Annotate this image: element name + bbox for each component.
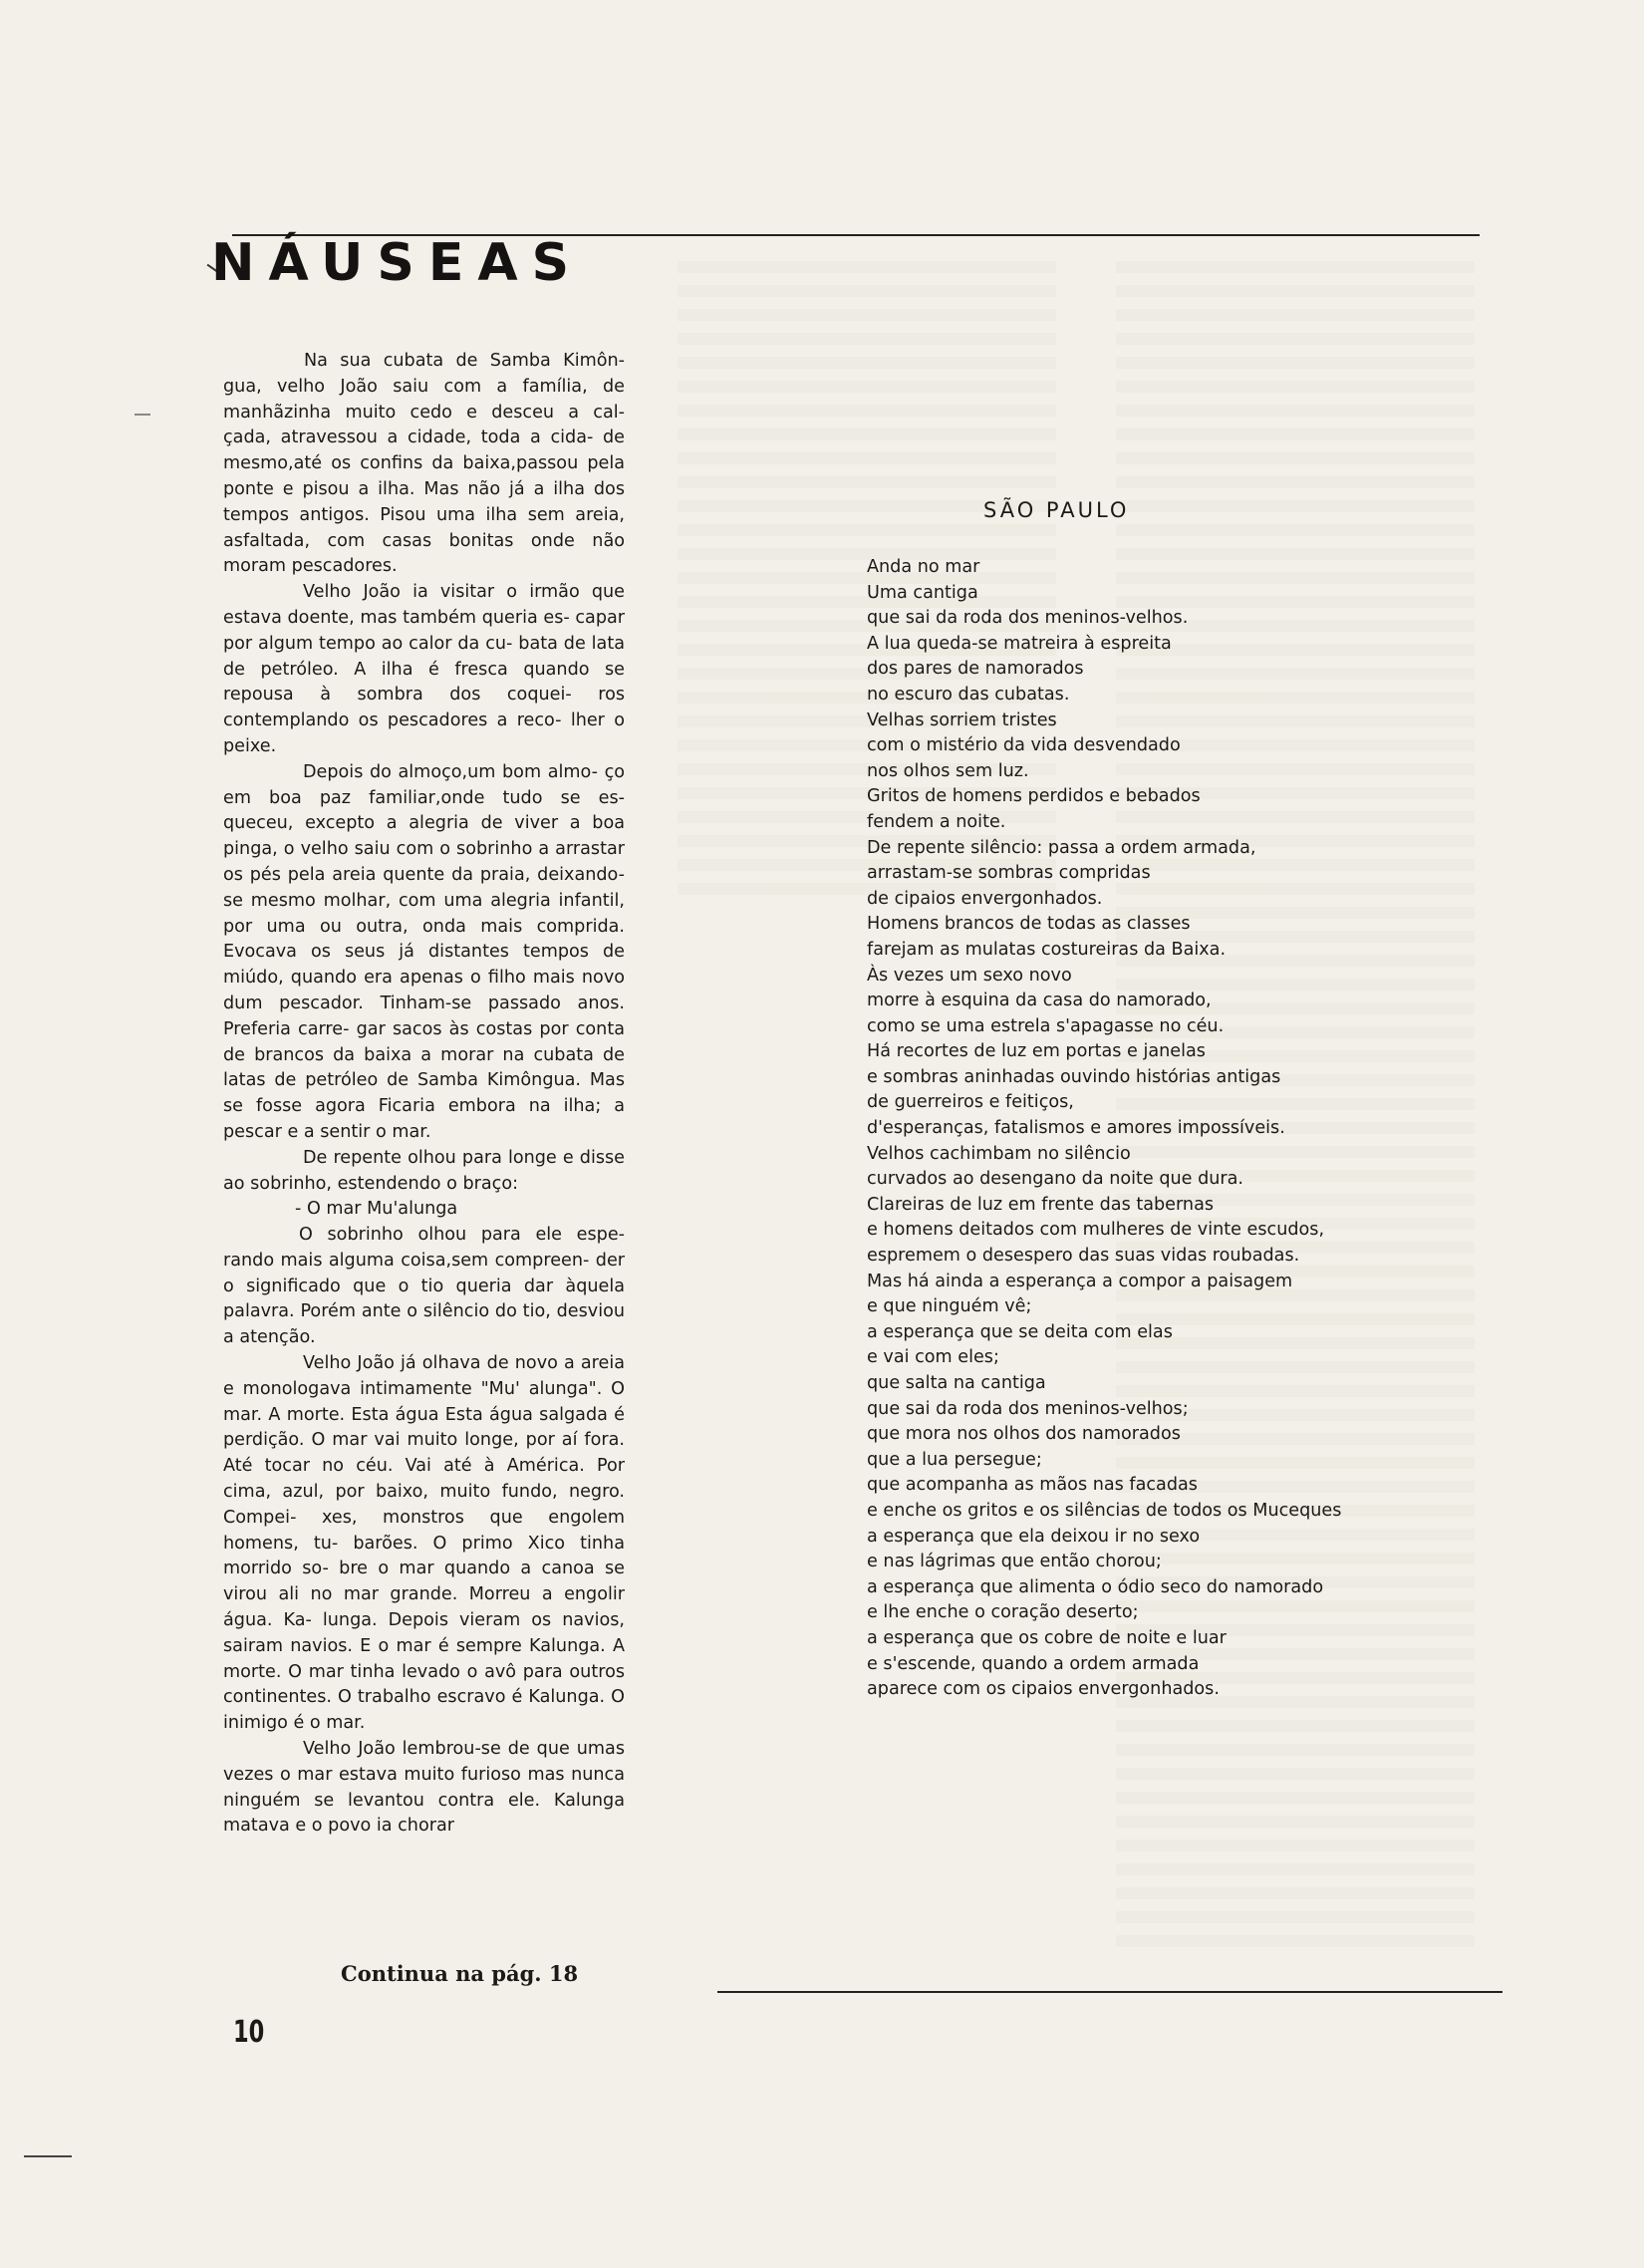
article-line: petróleo de Samba Kimôngua. Mas se bbox=[223, 1070, 625, 1117]
article-line: Esta água salgada é perdição. O mar vai bbox=[223, 1404, 625, 1451]
poem-line: a esperança que os cobre de noite e luar bbox=[867, 1627, 1227, 1648]
article-line: apenas o filho mais novo dum pescador. bbox=[223, 968, 625, 1013]
article-line: - O mar Mu'alunga bbox=[295, 1199, 458, 1220]
article-line: Velho João ia visitar o irmão que bbox=[303, 582, 625, 603]
poem-line: Clareiras de luz em frente das tabernas bbox=[867, 1194, 1215, 1215]
article-line: xes, monstros que engolem homens, tu- bbox=[223, 1507, 626, 1554]
poem-line: Homens brancos de todas as classes bbox=[867, 914, 1191, 935]
poem-line: Gritos de homens perdidos e bebados bbox=[867, 786, 1201, 807]
poem-line: Velhos cachimbam no silêncio bbox=[867, 1143, 1131, 1164]
poem-line: e que ninguém vê; bbox=[867, 1296, 1032, 1317]
article-line: ilha dos tempos antigos. Pisou uma ilha bbox=[223, 478, 625, 525]
article-paragraph bbox=[223, 349, 625, 580]
article-line: gua, velho João saiu com a família, de bbox=[223, 376, 625, 397]
article-line: céu. Vai até à América. Por cima, azul, bbox=[223, 1456, 625, 1503]
continued-notice: Continua na pág. 18 bbox=[341, 1961, 579, 1986]
article-paragraph bbox=[223, 1351, 625, 1737]
article-line: barões. O primo Xico tinha morrido so- bbox=[223, 1533, 625, 1579]
article-line: de mesmo,até os confins da baixa,passou bbox=[223, 427, 625, 474]
poem-line: e nas lágrimas que então chorou; bbox=[867, 1552, 1162, 1572]
article-line: Na sua cubata de Samba Kimôn- bbox=[304, 351, 625, 371]
article-line: ros contemplando os pescadores a reco- bbox=[223, 685, 625, 731]
article-line: da baixa a morar na cubata de latas de bbox=[223, 1044, 625, 1091]
poem-line: que mora nos olhos dos namorados bbox=[867, 1424, 1181, 1445]
article-line: Velho João lembrou-se de que bbox=[303, 1739, 570, 1760]
poem-line: arrastam-se sombras compridas bbox=[867, 863, 1151, 884]
article-line: çada, atravessou a cidade, toda a cida- bbox=[223, 427, 594, 448]
poem-line: e lhe enche o coração deserto; bbox=[867, 1602, 1139, 1623]
poem-line: Mas há ainda a esperança a compor a paisagem bbox=[867, 1271, 1293, 1291]
poem-line: que sai da roda dos meninos-velhos; bbox=[867, 1398, 1189, 1419]
poem-body bbox=[867, 555, 1425, 1703]
poem-line: e vai com eles; bbox=[867, 1347, 999, 1368]
poem-line: Uma cantiga bbox=[867, 582, 978, 603]
article-line: Depois do almoço,um bom almo- bbox=[303, 761, 598, 782]
poem-line: que acompanha as mãos nas facadas bbox=[867, 1475, 1198, 1496]
poem-line: que a lua persegue; bbox=[867, 1449, 1042, 1470]
poem-line: d'esperanças, fatalismos e amores impossíveis. bbox=[867, 1118, 1285, 1139]
edge-mark bbox=[24, 2155, 72, 2157]
poem-line: fendem a noite. bbox=[867, 811, 1006, 832]
article-paragraph bbox=[223, 1737, 625, 1840]
article-line: bata de lata de petróleo. A ilha é fresca bbox=[223, 633, 626, 680]
poem-line: Anda no mar bbox=[867, 557, 980, 577]
poem-line: a esperança que alimenta o ódio seco do namorado bbox=[867, 1576, 1324, 1597]
article-line: àquela palavra. Porém ante o silêncio bbox=[223, 1276, 625, 1322]
article-line: manhãzinha muito cedo e desceu a cal- bbox=[223, 402, 625, 423]
poem-line: a esperança que se deita com elas bbox=[867, 1321, 1173, 1342]
article-line: Tinham-se passado anos. Preferia carre- bbox=[223, 992, 626, 1039]
article-line: umas vezes o mar estava muito furioso bbox=[223, 1739, 626, 1785]
poem-line: com o mistério da vida desvendado bbox=[867, 735, 1181, 756]
margin-mark bbox=[135, 414, 150, 416]
article-body bbox=[223, 349, 625, 1840]
poem-line: Velhas sorriem tristes bbox=[867, 709, 1057, 730]
poem-line: e homens deitados com mulheres de vinte escudos, bbox=[867, 1220, 1325, 1241]
poem-line: no escuro das cubatas. bbox=[867, 684, 1070, 705]
article-line: quando se repousa à sombra dos coquei- bbox=[223, 659, 625, 706]
article-line: estava doente, mas também queria es- bbox=[223, 607, 570, 628]
article-line: uma alegria infantil, por uma ou outra, bbox=[223, 890, 625, 937]
page-number: 10 bbox=[233, 2015, 265, 2050]
article-line: praia, deixando-se mesmo molhar, com bbox=[223, 864, 625, 911]
poem-line: espremem o desespero das suas vidas roubadas. bbox=[867, 1246, 1300, 1267]
article-line: gar sacos às costas por conta de brancos bbox=[223, 1018, 625, 1065]
article-line: ele. Kalunga matava e o povo ia chorar bbox=[223, 1790, 625, 1837]
article-line: rando mais alguma coisa,sem compreen- bbox=[223, 1250, 590, 1271]
poem-line: A lua queda-se matreira à espreita bbox=[867, 633, 1172, 654]
poem-line: De repente silêncio: passa a ordem armada, bbox=[867, 837, 1256, 858]
article-line: mas nunca ninguém se levantou contra bbox=[223, 1764, 625, 1811]
poem-line: que sai da roda dos meninos-velhos. bbox=[867, 608, 1189, 629]
article-line: a arrastar os pés pela areia quente da bbox=[223, 839, 625, 885]
article-title: NÁUSEAS bbox=[211, 233, 584, 293]
poem-line: como se uma estrela s'apagasse no céu. bbox=[867, 1015, 1225, 1036]
article-line: morte. O mar tinha levado o avô para bbox=[223, 1661, 563, 1682]
poem-line: aparece com os cipaios envergonhados. bbox=[867, 1679, 1220, 1700]
poem-line: nos olhos sem luz. bbox=[867, 760, 1029, 781]
article-line: De repente olhou para longe e bbox=[303, 1147, 574, 1168]
poem-line: de cipaios envergonhados. bbox=[867, 888, 1103, 909]
article-line: do tio, desviou a atenção. bbox=[223, 1301, 625, 1348]
article-line: lher o peixe. bbox=[223, 710, 625, 756]
article-line: navios. E o mar é sempre Kalunga. A bbox=[290, 1635, 626, 1656]
poem-line: e enche os gritos e os silências de todos os Muceques bbox=[867, 1500, 1342, 1521]
article-line: pescar e a sentir o mar. bbox=[223, 1121, 431, 1142]
article-line: capar por algum tempo ao calor da cu- bbox=[223, 607, 626, 654]
poem-line: que salta na cantiga bbox=[867, 1373, 1046, 1393]
poem-title: SÃO PAULO bbox=[983, 498, 1130, 522]
poem-line: e s'escende, quando a ordem armada bbox=[867, 1653, 1200, 1674]
article-paragraph bbox=[223, 1223, 625, 1351]
article-line: distantes tempos de miúdo, quando era bbox=[223, 942, 625, 989]
article-line: onde não moram pescadores. bbox=[223, 530, 626, 577]
article-line: areia e monologava intimamente "Mu' bbox=[223, 1353, 625, 1399]
poem-line: curvados ao desengano da noite que dura. bbox=[867, 1169, 1243, 1190]
poem-line: a esperança que ela deixou ir no sexo bbox=[867, 1526, 1201, 1547]
article-line: fosse agora Ficaria embora na ilha; a bbox=[255, 1096, 626, 1117]
poem-line: morre à esquina da casa do namorado, bbox=[867, 991, 1212, 1011]
article-line: muito longe, por aí fora. Até tocar no bbox=[223, 1430, 625, 1477]
article-line: Velho João já olhava de novo a bbox=[303, 1353, 575, 1374]
article-line: lunga. Depois vieram os navios, sairam bbox=[223, 1610, 625, 1656]
article-line: der o significado que o tio queria dar bbox=[223, 1250, 626, 1296]
article-line: é Kalunga. O inimigo é o mar. bbox=[223, 1687, 625, 1734]
article-paragraph bbox=[223, 760, 625, 1146]
article-paragraph bbox=[223, 1197, 625, 1223]
article-line: mar grande. Morreu a engolir água. Ka- bbox=[223, 1584, 625, 1631]
article-line: onda mais comprida. Evocava os seus já bbox=[223, 916, 625, 963]
article-line: outros continentes. O trabalho escravo bbox=[223, 1661, 626, 1708]
article-line: O sobrinho olhou para ele espe- bbox=[299, 1225, 625, 1246]
article-line: alunga". O mar. A morte. Esta água bbox=[223, 1378, 626, 1425]
article-paragraph bbox=[223, 1146, 625, 1198]
poem-line: Há recortes de luz em portas e janelas bbox=[867, 1041, 1206, 1062]
poem-line: Às vezes um sexo novo bbox=[867, 965, 1072, 986]
article-line: ço em boa paz familiar,onde tudo se es- bbox=[223, 761, 626, 808]
article-line: queceu, excepto a alegria de viver a bbox=[223, 813, 581, 834]
bottom-rule bbox=[717, 1991, 1503, 1993]
poem-line: de guerreiros e feitiços, bbox=[867, 1092, 1074, 1113]
poem-line: farejam as mulatas costureiras da Baixa. bbox=[867, 939, 1227, 960]
article-line: pela ponte e pisou a ilha. Mas não já a bbox=[223, 453, 626, 499]
poem-line: e sombras aninhadas ouvindo histórias antigas bbox=[867, 1066, 1281, 1087]
article-paragraph bbox=[223, 580, 625, 760]
article-line: bre o mar quando a canoa se virou ali no bbox=[223, 1559, 626, 1605]
article-line: boa pinga, o velho saiu com o sobrinho bbox=[223, 813, 626, 860]
article-line: sem areia, asfaltada, com casas bonitas bbox=[223, 504, 625, 551]
poem-line: dos pares de namorados bbox=[867, 659, 1084, 680]
article-line: por baixo, muito fundo, negro. Compei- bbox=[223, 1482, 625, 1528]
article-line: disse ao sobrinho, estendendo o braço: bbox=[223, 1147, 625, 1194]
